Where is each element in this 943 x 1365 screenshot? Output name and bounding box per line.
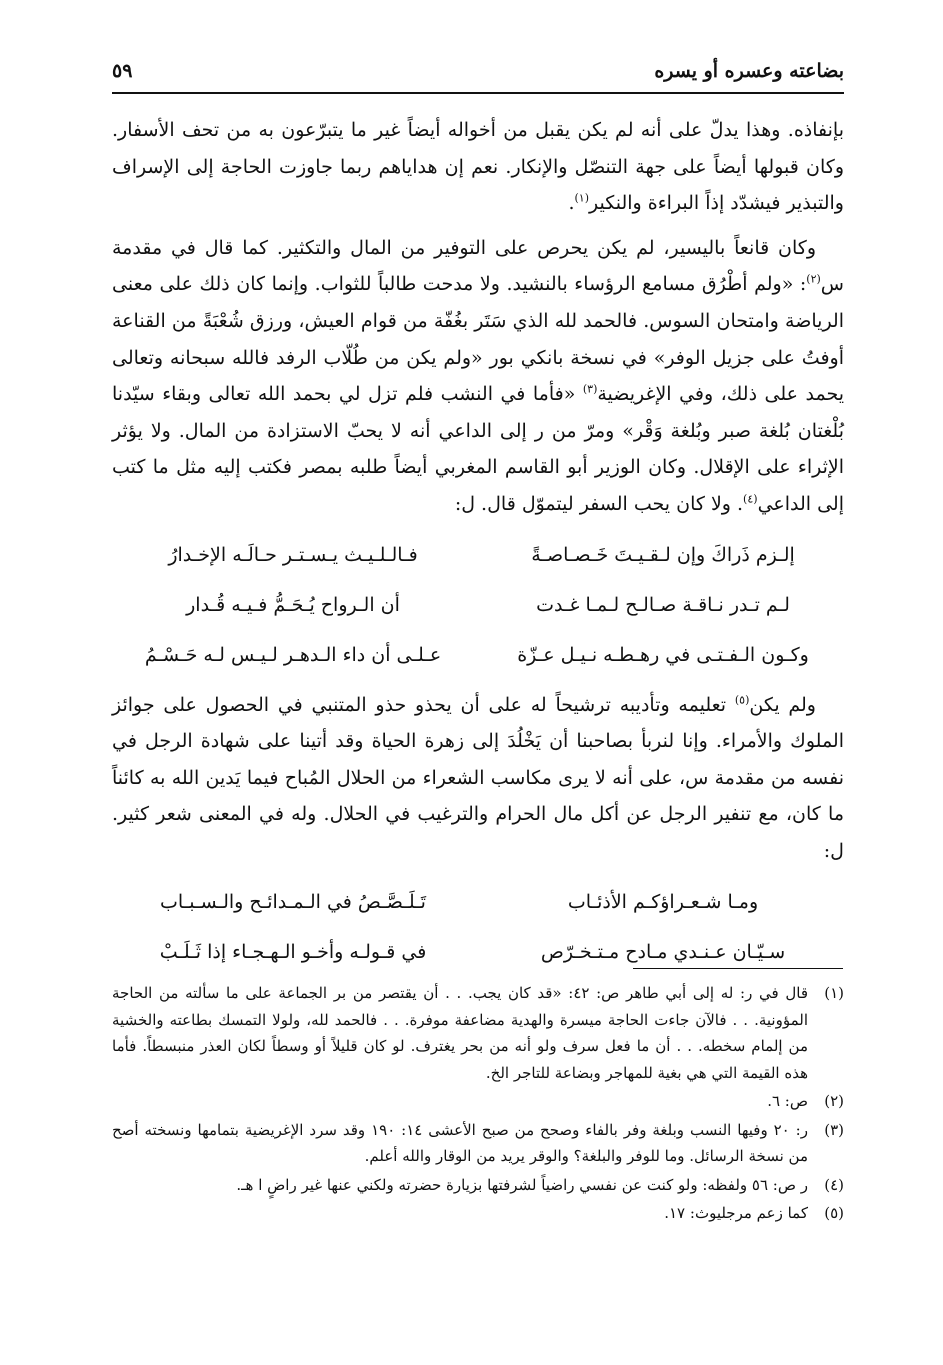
paragraph-2-text-d: . ولا كان يحب السفر ليتموّل قال. ل: bbox=[454, 492, 744, 515]
poem-2 bbox=[128, 878, 828, 978]
footnote-number: (٣) bbox=[824, 1120, 844, 1139]
verse-hemistich-right: إلـزم ذَراكَ وإن لـقـيـتَ خَـصـاصـةً bbox=[531, 544, 795, 567]
verse-hemistich-right: ومـا شـعـراؤكـم الأذئـاب bbox=[567, 891, 759, 914]
footnote-text: ر ص: ٥٦ ولفظه: ولو كنت عن نفسي راضياً لشرفتها بزيارة حضرته ولكني عنها غير راضٍ ا هـ. bbox=[236, 1175, 808, 1194]
footnote-text: كما زعم مرجليوث: ١٧. bbox=[664, 1204, 808, 1222]
footnote-rule bbox=[633, 968, 843, 969]
verse bbox=[128, 531, 828, 581]
footnote-number: (٤) bbox=[824, 1175, 844, 1194]
footnote bbox=[112, 1088, 844, 1115]
verse-hemistich-left: في قـولـه وأخـو الـهـجـاء إذا ثَـلَـبْ bbox=[159, 941, 427, 964]
footnote-number: (٢) bbox=[824, 1092, 844, 1110]
footnote bbox=[112, 1172, 844, 1199]
page-header bbox=[112, 58, 844, 92]
verse-hemistich-left: فـالـلـيـث يـسـتـر حـالَـه الإخـدارُ bbox=[168, 544, 418, 567]
verse-hemistich-left: أن الـرواح يُـحَـمُّ فـيـه قُـدار bbox=[186, 594, 400, 617]
verse-hemistich-left: عـلـى أن داء الـدهـر لـيـس لـه حَـسْـمُ bbox=[144, 644, 442, 667]
footnote-ref-4: (٤) bbox=[743, 492, 758, 506]
footnote-ref-2: (٢) bbox=[806, 273, 821, 287]
verse bbox=[128, 581, 828, 631]
verse-hemistich-right: لـم تـدر نـاقـة صـالـح لـمـا غـدت bbox=[536, 594, 790, 617]
footnote-number: (٥) bbox=[824, 1204, 844, 1222]
footnote bbox=[112, 980, 844, 1086]
footnote-text: قال في ر: له إلى أبي طاهر ص: ٤٢: «قد كان يجب. . . أن يقتصر من بر الجماعة على ما سألته من الحاجة المؤونية. . . فالآن جاءت الحاجة ميسرة والهدية مضاعفة موفرة. . . فالحمد لله، ولولا التمسك بطاعته والخشية من إلمام سخطه. . . أن ما فعل سرف ولو أنه من بحر يغترف. لو كان قليلاً أو وسطاً لكان العذر منبسطاً. فأما هذه القيمة التي هي بغية للمهاجر وبضاعة للتاجر الخ. bbox=[112, 984, 808, 1082]
paragraph-2 bbox=[112, 230, 844, 523]
footnote-number: (١) bbox=[824, 984, 844, 1002]
paragraph-3-text-b: تعليمه وتأديبه ترشيحاً له على أن يحذو حذو المتنبي في الحصول على جوائز الملوك والأمراء. وإنا لنربأ بصاحبنا أن يَخْلُدَ إلى زهرة الحياة وقد أتينا على شهادة الرجل في نفسه من مقدمة س، على أنه لا يرى مكاسب الشعراء من الحلال المُباح فيما يَدين الله به كائناً ما كان، مع تنفير الرجل عن أكل مال الحرام والترغيب في الحلال. وله في المعنى شعر كثير. ل: bbox=[112, 693, 844, 862]
footnote-ref-1: (١) bbox=[574, 191, 590, 205]
footnote-ref-5: (٥) bbox=[734, 693, 750, 707]
footnote-text: ر: ٢٠ وفيها النسب وبلغة وفر بالفاء وصحح من صبح الأعشى ١٤: ١٩٠ وقد سرد الإغريضية بتمامها ونسخته أصح من نسخة الرسائل. وما للوفر والبلغة؟ والوقر يريد من الوقار والله أعلم. bbox=[112, 1120, 808, 1165]
footnote-ref-3: (٣) bbox=[582, 382, 598, 396]
verse-hemistich-left: تَـلَـصَّـصُ في الـمـدائـح والـسـبـاب bbox=[160, 891, 426, 914]
paragraph-3-text-a: ولم يكن bbox=[749, 693, 816, 716]
poem-1 bbox=[128, 531, 828, 681]
verse bbox=[128, 928, 828, 978]
page-number: ٥٩ bbox=[112, 60, 133, 82]
paragraph-2-text-a: وكان قانعاً باليسير، لم يكن يحرص على التوفير من المال والتكثير. كما قال في مقدمة س bbox=[112, 236, 844, 296]
paragraph-1-text: بإنفاذه. وهذا يدلّ على أنه لم يكن يقبل من أخواله أيضاً غير ما يتبرّعون به من تحف الأسفار. وكان قبولها أيضاً على جهة التنصّل والإنكار. نعم إن هداياهم ربما جاوزت الحاجة إلى الإسراف والتبذير فيشدّد إذاً البراءة والنكير bbox=[112, 119, 844, 215]
paragraph-1: بإنفاذه. وهذا يدلّ على أنه لم يكن يقبل من أخواله أيضاً غير ما يتبرّعون به من تحف الأسفار. وكان قبولها أيضاً على جهة التنصّل والإنكار. نعم إن هداياهم ربما جاوزت الحاجة إلى الإسراف والتبذير فيشدّد إذاً البراءة والنكير$^{(١)}$. bbox=[112, 119, 844, 215]
footnote bbox=[112, 1117, 844, 1170]
footnotes bbox=[112, 980, 844, 1229]
paragraph-2-text-c: «فأما في النشب فلم تزل لي بحمد الله تعالى وبقاء سيّدنا بُلْغتان بُلغة صبر وبُلغة وَقْر» ومرّ من ر إلى الداعي أنه لا يحبّ الاستزادة من المال. ولا يؤثر الإثراء على الإقلال. وكان الوزير أبو القاسم المغربي أيضاً طلبه بمصر فكتب إليه مثل ما كتب إلى الداعي bbox=[112, 383, 844, 515]
verse-hemistich-right: سـيّـان عـنـدي مـادح مـتـخـرّص bbox=[540, 941, 786, 964]
footnote bbox=[112, 1200, 844, 1227]
main-text bbox=[112, 112, 844, 984]
running-title: بضاعته وعسره أو يسره bbox=[654, 60, 844, 82]
paragraph-3 bbox=[112, 687, 844, 870]
verse bbox=[128, 631, 828, 681]
header-rule bbox=[112, 92, 844, 94]
footnote-text: ص: ٦. bbox=[767, 1092, 808, 1110]
paragraph-2-text-b: : «ولم أطْرُق مسامع الرؤساء بالنشيد. ولا مدحت طالباً للثواب. وإنما كان ذلك على معنى الرياضة وامتحان السوس. فالحمد لله الذي سَتَر بغُفّة من قوام العيش، ورزق شُعْبَةً من القناعة أوفتُ على جزيل الوفر» في نسخة بانكي بور «ولم يكن من طُلّاب الرفد فالله سبحانه وتعالى يحمد على ذلك، وفي الإغريضية bbox=[112, 273, 845, 406]
verse-hemistich-right: وكـون الـفـتـى في رهـطـه نـيـل عـزّة bbox=[517, 644, 809, 667]
verse bbox=[128, 878, 828, 928]
